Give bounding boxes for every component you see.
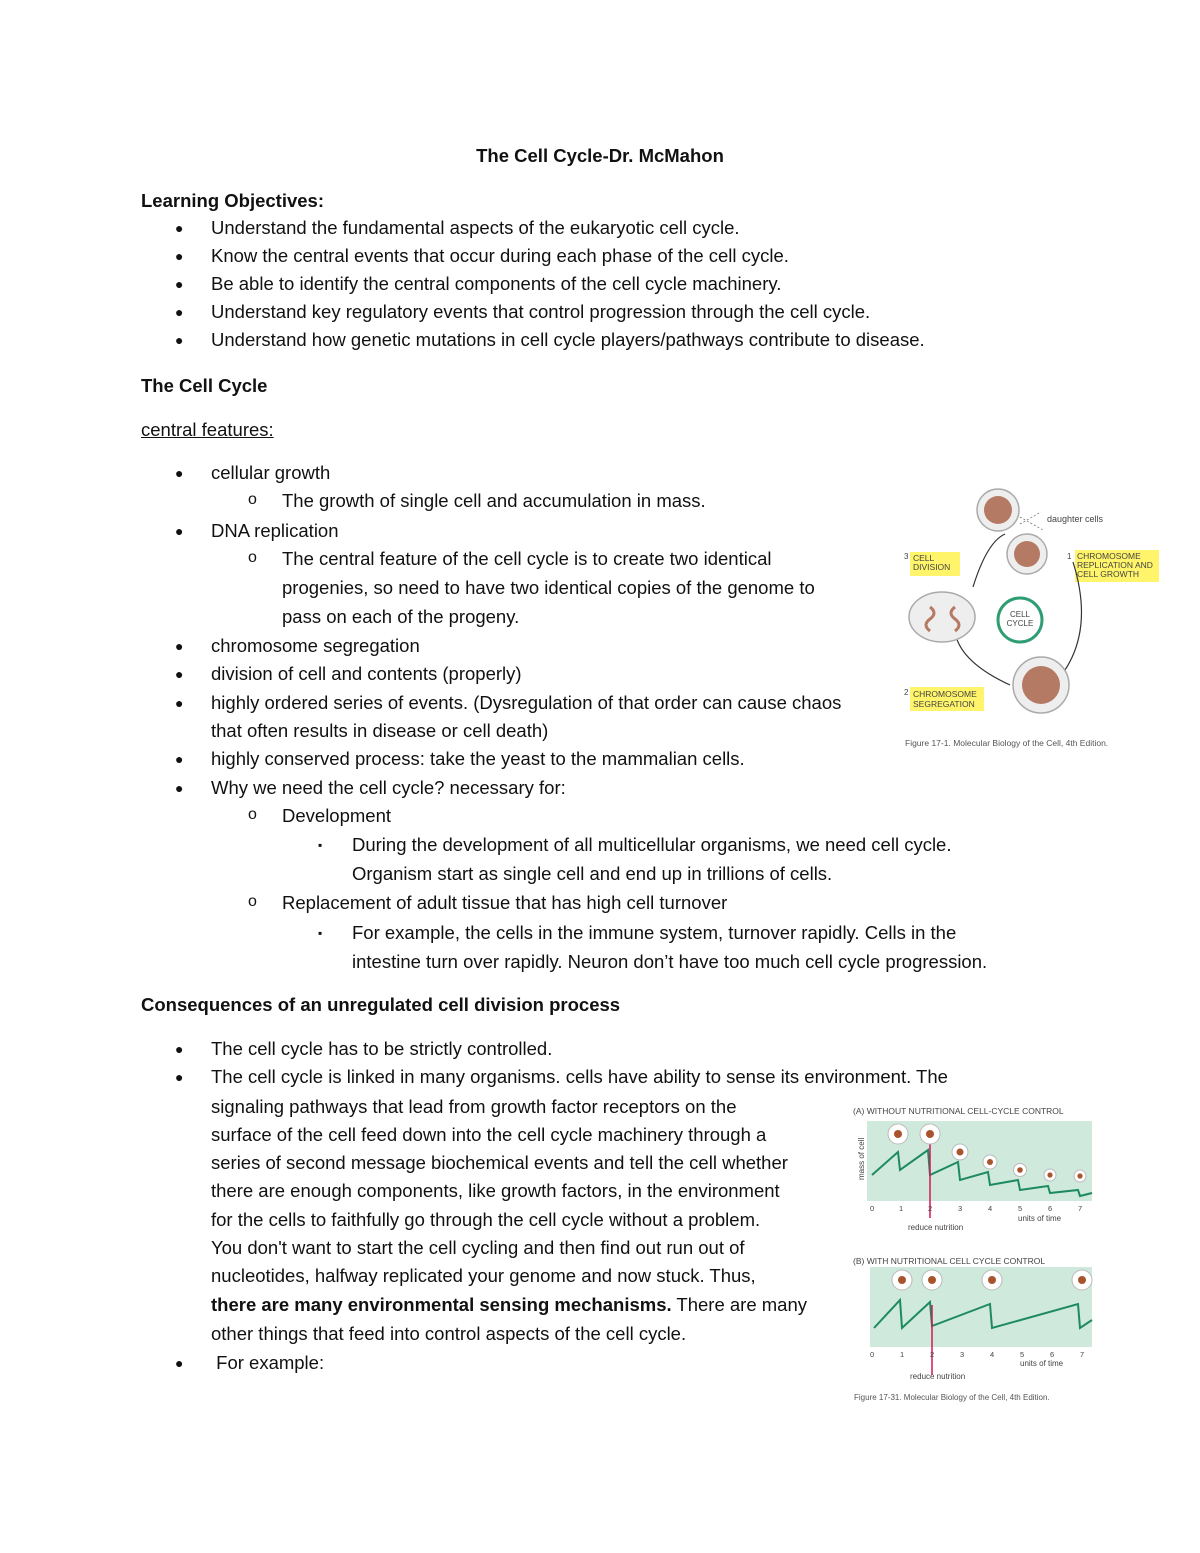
nucleus-icon bbox=[898, 1276, 906, 1284]
consequence-item-cont: nucleotides, halfway replicated your genome and now stuck. Thus, bbox=[211, 1265, 756, 1286]
consequence-item-cont: there are enough components, like growth factors, in the environment bbox=[211, 1180, 780, 1201]
bullet: ● bbox=[175, 638, 184, 654]
label-segregation-line: SEGREGATION bbox=[913, 699, 975, 709]
feature-subsubitem: During the development of all multicellular organisms, we need cell cycle. bbox=[352, 834, 952, 855]
bullet: ● bbox=[175, 220, 184, 236]
learning-objectives-heading: Learning Objectives: bbox=[141, 190, 324, 211]
x-tick: 7 bbox=[1080, 1350, 1085, 1359]
x-tick: 1 bbox=[900, 1350, 905, 1359]
daughter-cells-label: daughter cells bbox=[1047, 514, 1104, 524]
x-axis-label: units of time bbox=[1018, 1214, 1062, 1223]
center-label-line: CELL bbox=[1009, 610, 1031, 619]
consequence-item-cont: other things that feed into control aspects of the cell cycle. bbox=[211, 1323, 687, 1344]
x-tick: 5 bbox=[1020, 1350, 1025, 1359]
nucleus-icon bbox=[988, 1276, 996, 1284]
nucleus-icon bbox=[1014, 541, 1040, 567]
feature-item: Why we need the cell cycle? necessary for: bbox=[211, 777, 566, 798]
feature-subitem: Development bbox=[282, 805, 392, 826]
bullet: ● bbox=[175, 666, 184, 682]
bullet: ● bbox=[175, 332, 184, 348]
consequence-item-cont: for the cells to faithfully go through the cell cycle without a problem. bbox=[211, 1209, 761, 1230]
x-tick: 0 bbox=[870, 1204, 875, 1213]
x-tick: 7 bbox=[1078, 1204, 1083, 1213]
nucleus-icon bbox=[1077, 1173, 1082, 1178]
nucleus-icon bbox=[1047, 1172, 1052, 1177]
nucleus-icon bbox=[984, 496, 1012, 524]
consequence-item-cont: surface of the cell feed down into the cell cycle machinery through a bbox=[211, 1124, 767, 1145]
x-tick: 2 bbox=[928, 1204, 933, 1213]
x-tick: 5 bbox=[1018, 1204, 1023, 1213]
bullet: ● bbox=[175, 780, 184, 796]
sub-bullet: o bbox=[248, 806, 257, 823]
sub-sub-bullet: ▪ bbox=[318, 838, 323, 852]
cycle-arrow-left bbox=[955, 632, 1010, 685]
figure-caption: Figure 17-1. Molecular Biology of the Cell, 4th Edition. bbox=[905, 738, 1109, 748]
step-number: 3 bbox=[904, 552, 909, 561]
feature-item: DNA replication bbox=[211, 520, 339, 541]
sub-bullet: o bbox=[248, 549, 257, 566]
sub-bullet: o bbox=[248, 491, 257, 508]
label-division-line: CELL bbox=[913, 553, 935, 563]
consequence-item-cont: You don't want to start the cell cycling and then find out run out of bbox=[211, 1237, 745, 1258]
x-tick: 1 bbox=[899, 1204, 904, 1213]
nucleus-icon bbox=[1017, 1167, 1023, 1173]
feature-item: division of cell and contents (properly) bbox=[211, 663, 522, 684]
x-tick: 4 bbox=[988, 1204, 993, 1213]
daughter-pointer bbox=[1020, 512, 1043, 530]
panel-b-ticks bbox=[870, 1350, 1084, 1359]
central-features-heading: central features: bbox=[141, 419, 274, 440]
figure-caption: Figure 17-31. Molecular Biology of the Cell, 4th Edition. bbox=[854, 1393, 1050, 1402]
cycle-arrow-top bbox=[973, 534, 1005, 587]
text-span: There are many bbox=[671, 1294, 808, 1315]
consequence-item-cont bbox=[211, 1294, 807, 1316]
feature-item: chromosome segregation bbox=[211, 635, 420, 656]
nucleus-icon bbox=[928, 1276, 936, 1284]
center-label-line: CYCLE bbox=[1006, 619, 1034, 628]
objective-item: Understand key regulatory events that control progression through the cell cycle. bbox=[211, 301, 871, 322]
objective-item: Be able to identify the central components of the cell cycle machinery. bbox=[211, 273, 782, 294]
x-tick: 6 bbox=[1050, 1350, 1055, 1359]
bullet: ● bbox=[175, 1041, 184, 1057]
feature-subitem-cont: progenies, so need to have two identical copies of the genome to bbox=[282, 577, 815, 598]
nucleus-icon bbox=[987, 1159, 993, 1165]
page-title: The Cell Cycle-Dr. McMahon bbox=[476, 145, 724, 166]
bullet: ● bbox=[175, 523, 184, 539]
emphasis-text: there are many environmental sensing mechanisms. bbox=[211, 1294, 672, 1315]
step-number: 1 bbox=[1067, 552, 1072, 561]
x-tick: 4 bbox=[990, 1350, 995, 1359]
feature-subsubitem: For example, the cells in the immune system, turnover rapidly. Cells in the bbox=[352, 922, 957, 943]
feature-subitem-cont: pass on each of the progeny. bbox=[282, 606, 520, 627]
bullet: ● bbox=[175, 695, 184, 711]
dividing-cell bbox=[909, 592, 975, 642]
objective-item: Understand the fundamental aspects of the eukaryotic cell cycle. bbox=[211, 217, 740, 238]
bullet: ● bbox=[175, 248, 184, 264]
x-tick: 2 bbox=[930, 1350, 935, 1359]
label-replication-line: CHROMOSOME bbox=[1077, 551, 1141, 561]
feature-subitem: The growth of single cell and accumulation in mass. bbox=[282, 490, 706, 511]
bullet: ● bbox=[175, 465, 184, 481]
nutritional-control-figure bbox=[850, 1100, 1095, 1405]
nucleus-icon bbox=[926, 1130, 934, 1138]
feature-subsubitem-cont: intestine turn over rapidly. Neuron don’t have too much cell cycle progression. bbox=[352, 951, 988, 972]
x-tick: 6 bbox=[1048, 1204, 1053, 1213]
bullet: ● bbox=[175, 276, 184, 292]
y-axis-label: mass of cell bbox=[857, 1137, 866, 1180]
feature-subitem: Replacement of adult tissue that has high cell turnover bbox=[282, 892, 728, 913]
panel-a-ticks bbox=[870, 1204, 1082, 1213]
feature-item: highly ordered series of events. (Dysregulation of that order can cause chaos bbox=[211, 692, 842, 713]
nucleus-icon bbox=[1022, 666, 1060, 704]
objective-item: Know the central events that occur during each phase of the cell cycle. bbox=[211, 245, 789, 266]
consequence-item: The cell cycle is linked in many organisms. cells have ability to sense its environment. The bbox=[211, 1066, 948, 1087]
bullet: ● bbox=[175, 751, 184, 767]
feature-subsubitem-cont: Organism start as single cell and end up in trillions of cells. bbox=[352, 863, 833, 884]
panel-b-title: (B) WITH NUTRITIONAL CELL CYCLE CONTROL bbox=[853, 1256, 1046, 1266]
consequence-item: The cell cycle has to be strictly controlled. bbox=[211, 1038, 553, 1059]
feature-item: highly conserved process: take the yeast to the mammalian cells. bbox=[211, 748, 745, 769]
annotation-text: reduce nutrition bbox=[908, 1223, 964, 1232]
feature-item-cont: that often results in disease or cell death) bbox=[211, 720, 549, 741]
cell-cycle-diagram bbox=[895, 482, 1170, 757]
section-heading-consequences: Consequences of an unregulated cell division process bbox=[141, 994, 621, 1015]
sub-bullet: o bbox=[248, 893, 257, 910]
nucleus-icon bbox=[894, 1130, 902, 1138]
x-tick: 3 bbox=[960, 1350, 965, 1359]
label-replication-line: CELL GROWTH bbox=[1077, 569, 1140, 579]
label-segregation-line: CHROMOSOME bbox=[913, 689, 977, 699]
nucleus-icon bbox=[957, 1149, 964, 1156]
x-tick: 0 bbox=[870, 1350, 875, 1359]
panel-a-title: (A) WITHOUT NUTRITIONAL CELL-CYCLE CONTROL bbox=[853, 1106, 1064, 1116]
x-tick: 3 bbox=[958, 1204, 963, 1213]
sub-sub-bullet: ▪ bbox=[318, 926, 323, 940]
bullet: ● bbox=[175, 1069, 184, 1085]
objective-item: Understand how genetic mutations in cell cycle players/pathways contribute to disease. bbox=[211, 329, 925, 350]
consequence-item-cont: signaling pathways that lead from growth factor receptors on the bbox=[211, 1096, 737, 1117]
section-heading-cell-cycle: The Cell Cycle bbox=[141, 375, 268, 396]
feature-item: cellular growth bbox=[211, 462, 331, 483]
nucleus-icon bbox=[1078, 1276, 1086, 1284]
annotation-text: reduce nutrition bbox=[910, 1372, 966, 1381]
feature-subitem: The central feature of the cell cycle is to create two identical bbox=[282, 548, 772, 569]
step-number: 2 bbox=[904, 688, 909, 697]
consequence-item: For example: bbox=[211, 1352, 325, 1373]
bullet: ● bbox=[175, 1355, 184, 1371]
bullet: ● bbox=[175, 304, 184, 320]
x-axis-label: units of time bbox=[1020, 1359, 1064, 1368]
consequence-item-cont: series of second message biochemical events and tell the cell whether bbox=[211, 1152, 788, 1173]
label-division-line: DIVISION bbox=[913, 562, 951, 572]
label-replication-line: REPLICATION AND bbox=[1077, 560, 1153, 570]
